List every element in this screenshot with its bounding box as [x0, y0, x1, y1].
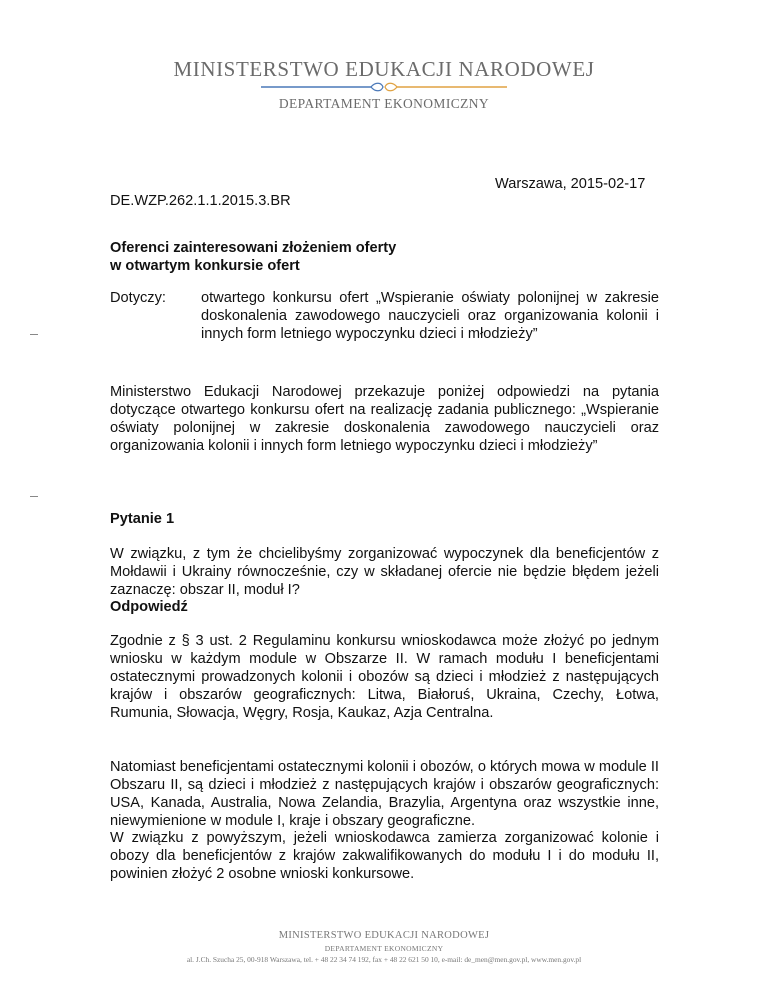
- letterhead-ornament: [259, 81, 509, 93]
- answer-paragraph-2: Natomiast beneficjentami ostatecznymi kolonii i obozów, o których mowa w module II Obszaru II, są dzieci i młodzież z następujących krajów i obszarów geograficznych: USA, Kanada, Australia, Nowa Zelandia, Brazylia, Argentyna oraz wszystkie inne, niewymienione w module I, kraje i obszary geograficzne.: [110, 759, 659, 829]
- answer-paragraph-3: W związku z powyższym, jeżeli wnioskodawca zamierza zorganizować kolonie i obozy dla beneficjentów z krajów zakwalifikowanych do modułu I i do modułu II, powinien złożyć 2 osobne wnioski konkursowe.: [110, 830, 659, 882]
- question-text: W związku, z tym że chcielibyśmy zorganizować wypoczynek dla beneficjentów z Mołdawii i Ukrainy równocześnie, czy w składanej ofercie nie będzie błędem jeżeli zaznaczę: obszar II, moduł I?: [110, 546, 659, 598]
- answer-paragraph-1: Zgodnie z § 3 ust. 2 Regulaminu konkursu wnioskodawca może złożyć po jednym wniosku w każdym module w Obszarze II. W ramach modułu I beneficjentami ostatecznymi prowadzonych kolonii i obozów są dzieci i młodzież z następujących krajów i obszarów geograficznych: Litwa, Białoruś, Ukraina, Czechy, Łotwa, Rumunia, Słowacja, Węgry, Rosja, Kaukaz, Azja Centralna.: [110, 633, 659, 721]
- addressee-line2: w otwartym konkursie ofert: [110, 258, 300, 274]
- subject-text: otwartego konkursu ofert „Wspieranie oświaty polonijnej w zakresie doskonalenia zawodowego nauczycieli oraz organizowania kolonii i innych form letniego wypoczynku dzieci i młodzieży”: [201, 290, 659, 342]
- answer-heading: Odpowiedź: [110, 599, 188, 615]
- ornament-flourish-right: [385, 83, 397, 91]
- question-heading: Pytanie 1: [110, 511, 175, 527]
- footer-department: DEPARTAMENT EKONOMICZNY: [324, 944, 444, 953]
- letterhead-ministry: MINISTERSTWO EDUKACJI NARODOWEJ: [173, 57, 595, 81]
- letterhead-department: DEPARTAMENT EKONOMICZNY: [278, 96, 490, 111]
- margin-mark: [30, 496, 38, 497]
- intro-paragraph: Ministerstwo Edukacji Narodowej przekazuje poniżej odpowiedzi na pytania dotyczące otwartego konkursu ofert na realizację zadania publicznego: „Wspieranie oświaty polonijnej w zakresie doskonalenia zawodowego nauczycieli oraz organizowania kolonii i innych form letniego wypoczynku dzieci i młodzieży”: [110, 384, 659, 454]
- margin-mark: [30, 334, 38, 335]
- footer-address: al. J.Ch. Szucha 25, 00-918 Warszawa, tel. + 48 22 34 74 192, fax + 48 22 621 50 10, e-mail: de_men@men.gov.pl, www.men.gov.pl: [186, 955, 582, 964]
- ornament-flourish-left: [371, 83, 383, 91]
- footer-ministry: MINISTERSTWO EDUKACJI NARODOWEJ: [278, 930, 490, 941]
- reference-number: DE.WZP.262.1.1.2015.3.BR: [110, 193, 291, 209]
- place-date: Warszawa, 2015-02-17: [495, 176, 646, 192]
- addressee-line1: Oferenci zainteresowani złożeniem oferty: [110, 240, 397, 256]
- subject-label: Dotyczy:: [110, 290, 166, 306]
